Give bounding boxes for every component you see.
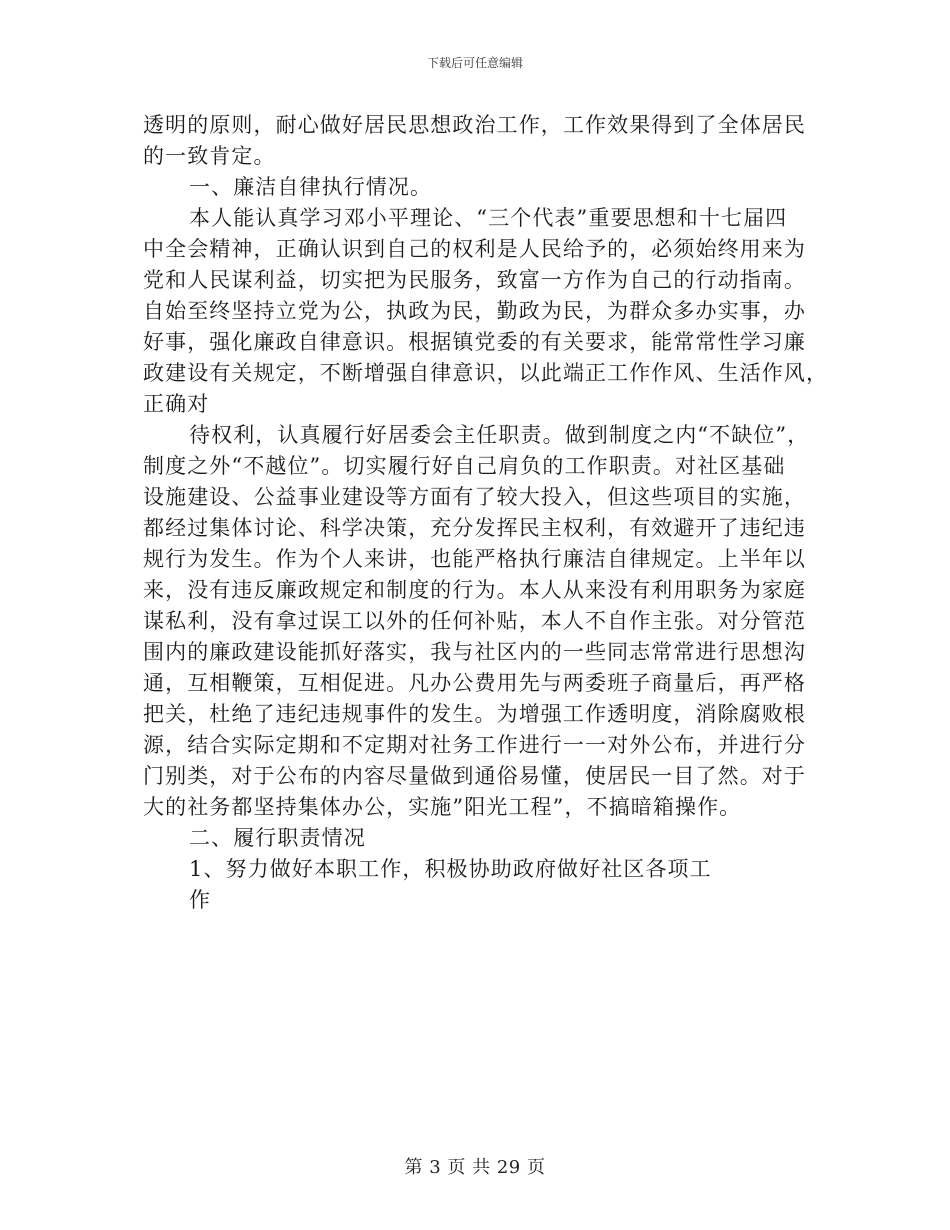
text-line: 门别类，对于公布的内容尽量做到通俗易懂，使居民一目了然。对于 xyxy=(143,764,806,788)
text-line: 透明的原则，耐心做好居民思想政治工作，工作效果得到了全体居民 xyxy=(143,113,806,137)
text-line: 一、廉洁自律执行情况。 xyxy=(189,175,433,199)
text-line: 通，互相鞭策，互相促进。凡办公费用先与两委班子商量后，再严格 xyxy=(143,671,806,695)
text-line: 好事，强化廉政自律意识。根据镇党委的有关要求，能常常性学习廉 xyxy=(143,330,806,354)
text-line: 二、履行职责情况 xyxy=(189,826,366,850)
text-line: 源，结合实际定期和不定期对社务工作进行一一对外公布，并进行分 xyxy=(143,733,806,757)
text-line: 待权利，认真履行好居委会主任职责。做到制度之内“不缺位”， xyxy=(189,423,810,447)
text-line: 规行为发生。作为个人来讲，也能严格执行廉洁自律规定。上半年以 xyxy=(143,547,806,571)
text-line: 制度之外“不越位”。切实履行好自己肩负的工作职责。对社区基础 xyxy=(143,454,786,478)
text-line: 的一致肯定。 xyxy=(143,144,276,168)
text-line: 谋私利，没有拿过误工以外的任何补贴，本人不自作主张。对分管范 xyxy=(143,609,806,633)
text-line: 把关，杜绝了违纪违规事件的发生。为增强工作透明度，消除腐败根 xyxy=(143,702,806,726)
text-line: 自始至终坚持立党为公，执政为民，勤政为民，为群众多办实事，办 xyxy=(143,299,806,323)
text-line: 1、努力做好本职工作，积极协助政府做好社区各项工 xyxy=(189,857,712,881)
text-line: 都经过集体讨论、科学决策，充分发挥民主权利，有效避开了违纪违 xyxy=(143,516,806,540)
text-line: 政建设有关规定，不断增强自律意识，以此端正工作作风、生活作风， xyxy=(143,361,829,385)
text-line: 大的社务都坚持集体办公，实施”阳光工程”，不搞暗箱操作。 xyxy=(143,795,742,819)
page-number-footer: 第 3 页 共 29 页 xyxy=(404,1157,546,1178)
text-line: 党和人民谋利益，切实把为民服务，致富一方作为自己的行动指南。 xyxy=(143,268,806,292)
text-line: 围内的廉政建设能抓好落实，我与社区内的一些同志常常进行思想沟 xyxy=(143,640,806,664)
text-line: 本人能认真学习邓小平理论、“三个代表”重要思想和十七届四 xyxy=(189,206,788,230)
text-line: 设施建设、公益事业建设等方面有了较大投入，但这些项目的实施， xyxy=(143,485,806,509)
document-body xyxy=(143,110,829,916)
text-line: 中全会精神，正确认识到自己的权利是人民给予的，必须始终用来为 xyxy=(143,237,806,261)
text-line: 作 xyxy=(189,888,212,912)
text-line: 来，没有违反廉政规定和制度的行为。本人从来没有利用职务为家庭 xyxy=(143,578,806,602)
text-line: 正确对 xyxy=(143,392,210,416)
header-note: 下载后可任意编辑 xyxy=(426,56,523,70)
